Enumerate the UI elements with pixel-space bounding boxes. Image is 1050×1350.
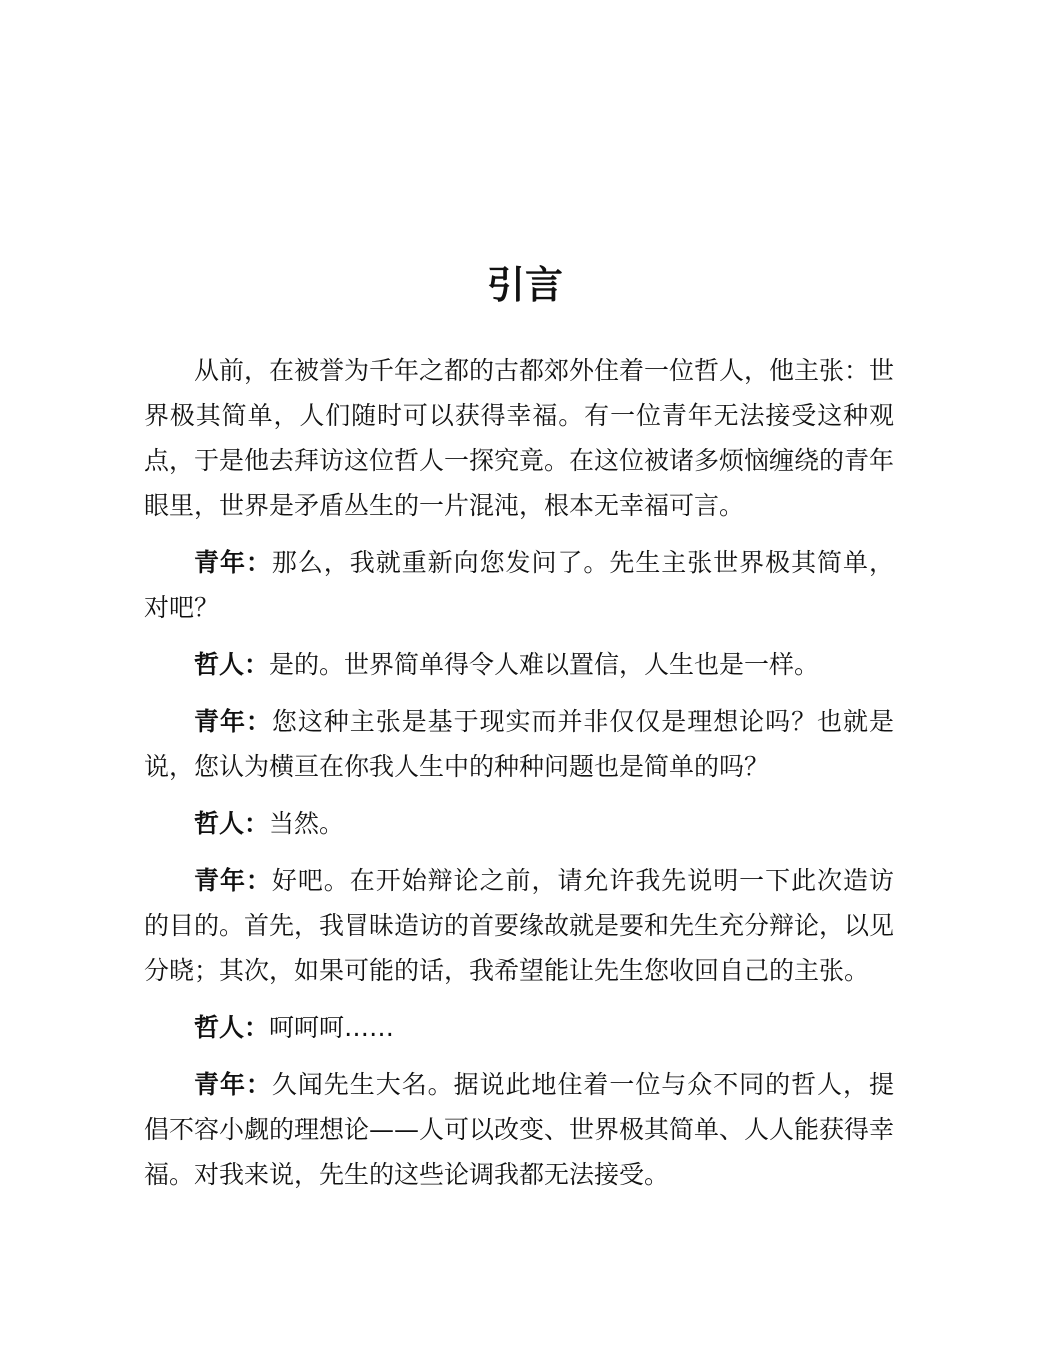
dialogue-line [144,540,894,630]
dialogue-text: 是的。世界简单得令人难以置信，人生也是一样。 [269,650,820,679]
dialogue-line [144,801,894,846]
page-title: 引言 [486,263,563,307]
dialogue-line [144,1005,894,1050]
speaker-label: 哲人： [194,650,270,679]
dialogue-line [144,858,894,993]
dialogue-line [144,642,894,687]
speaker-label: 青年： [194,866,272,895]
speaker-label: 青年： [194,548,272,577]
intro-paragraph: 从前，在被誉为千年之都的古都郊外住着一位哲人，他主张：世界极其简单，人们随时可以获得幸福。有一位青年无法接受这种观点，于是他去拜访这位哲人一探究竟。在这位被诸多烦恼缠绕的青年眼里，世界是矛盾丛生的一片混沌，根本无幸福可言。 [144,356,895,520]
speaker-label: 哲人： [194,1013,270,1042]
speaker-label: 青年： [194,1070,272,1099]
document-body [144,348,894,1209]
dialogue-text: 久闻先生大名。据说此地住着一位与众不同的哲人，提倡不容小觑的理想论——人可以改变、世界极其简单、人人能获得幸福。对我来说，先生的这些论调我都无法接受。 [144,1070,895,1189]
dialogue-line [144,1062,894,1197]
dialogue-text: 呵呵呵…… [269,1013,395,1042]
dialogue-text: 当然。 [269,809,345,838]
dialogue-line [144,699,894,789]
dialogue-text: 那么，我就重新向您发问了。先生主张世界极其简单，对吧？ [144,548,894,622]
speaker-label: 哲人： [194,809,270,838]
dialogue-text: 您这种主张是基于现实而并非仅仅是理想论吗？也就是说，您认为横亘在你我人生中的种种问题也是简单的吗？ [144,707,894,781]
speaker-label: 青年： [194,707,272,736]
dialogue-text: 好吧。在开始辩论之前，请允许我先说明一下此次造访的目的。首先，我冒昧造访的首要缘故就是要和先生充分辩论，以见分晓；其次，如果可能的话，我希望能让先生您收回自己的主张。 [144,866,895,985]
